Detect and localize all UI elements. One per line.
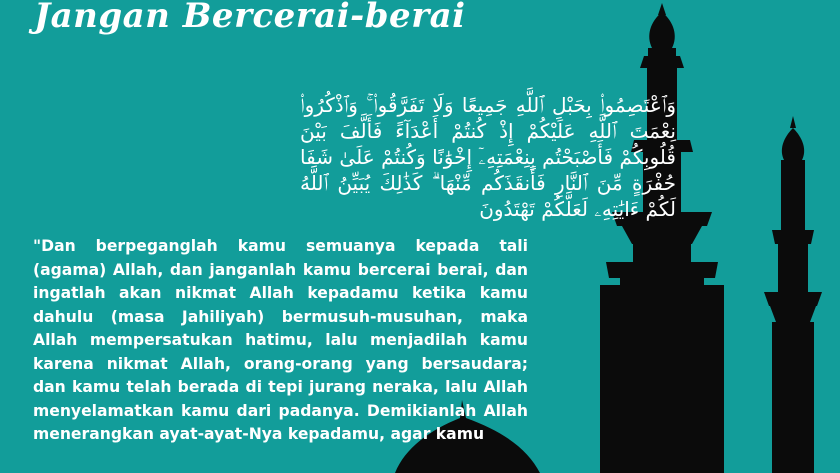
small-minaret — [764, 116, 822, 473]
page-title: Jangan Bercerai-berai — [34, 0, 466, 36]
arabic-verse: وَٱعْتَصِمُوا۟ بِحَبْلِ ٱللَّهِ جَمِيعًا وَلَا تَفَرَّقُوا۟ ۚ وَٱذْكُرُوا۟ نِعْمَتَ ٱللَّهِ عَلَيْكُمْ إِذْ كُنتُمْ أَعْدَآءً فَأَلَّفَ بَيْنَ قُلُوبِكُمْ فَأَصْبَحْتُم بِنِعْمَتِهِۦٓ إِخْوَٰنًا وَكُنتُمْ عَلَىٰ شَفَا حُفْرَةٍ مِّنَ ٱلنَّارِ فَأَنقَذَكُم مِّنْهَا ۗ كَذَٰلِكَ يُبَيِّنُ ٱللَّهُ لَكُمْ ءَايَٰتِهِۦ لَعَلَّكُمْ تَهْتَدُونَ — [300, 93, 676, 221]
main-minaret — [600, 3, 724, 473]
verse-translation: "Dan berpeganglah kamu semuanya kepada tali (agama) Allah, dan janganlah kamu bercerai berai, dan ingatlah akan nikmat Allah kepadamu ketika kamu dahulu (masa Jahiliyah) bermusuh-musuhan, maka Allah mempersatukan hatimu, lalu menjadilah kamu karena nikmat Allah, orang-orang yang bersaudara; dan kamu telah berada di tepi jurang neraka, lalu Allah menyelamatkan kamu dari padanya. Demikianlah Allah menerangkan ayat-ayat-Nya kepadamu, agar kamu — [33, 237, 528, 443]
